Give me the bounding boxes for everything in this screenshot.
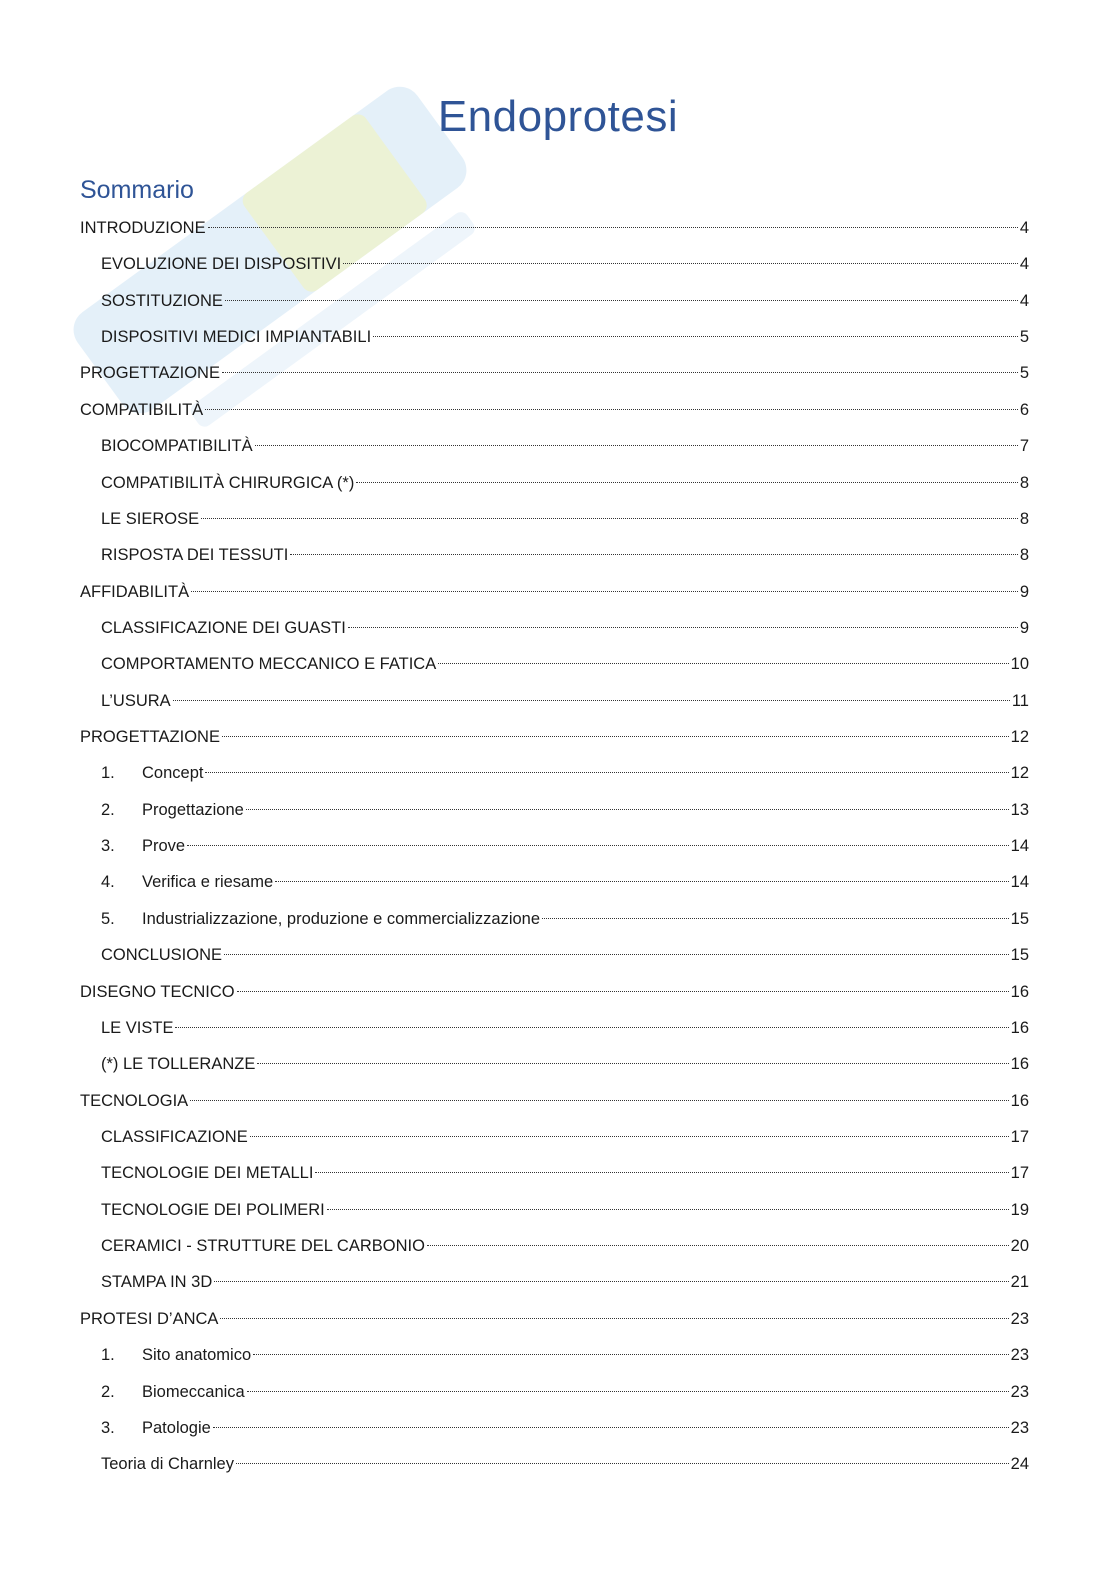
toc-dot-leader [236,1463,1009,1464]
toc-entry-page: 5 [1019,364,1029,383]
toc-entry-title: PROTESI D’ANCA [80,1309,219,1328]
toc-entry-title: LE VISTE [101,1018,174,1037]
toc-entry[interactable] [80,683,1029,719]
toc-entry-title: COMPORTAMENTO MECCANICO E FATICA [101,655,437,674]
toc-entry-page: 12 [1010,728,1029,747]
toc-entry-title: BIOCOMPATIBILITÀ [101,437,253,456]
toc-entry-title: (*) LE TOLLERANZE [101,1055,256,1074]
toc-entry[interactable] [80,1374,1029,1410]
toc-entry-title: LE SIEROSE [101,509,200,528]
toc-entry[interactable] [80,974,1029,1010]
toc-dot-leader [255,445,1018,446]
toc-entry-title: Industrializzazione, produzione e commercializzazione [142,909,541,928]
toc-dot-leader [290,554,1017,555]
toc-entry[interactable] [80,283,1029,319]
toc-entry-title: Biomeccanica [142,1382,245,1401]
toc-entry-page: 9 [1019,582,1029,601]
toc-entry-title: Sito anatomico [142,1346,252,1365]
toc-entry-title: Prove [142,837,186,856]
document-title: Endoprotesi [437,92,679,141]
toc-entry-title: CLASSIFICAZIONE [101,1127,248,1146]
toc-dot-leader [253,1354,1008,1355]
toc-dot-leader [208,227,1018,228]
toc-dot-leader [343,263,1018,264]
toc-entry-number: 5. [101,909,115,928]
toc-entry[interactable] [80,428,1029,464]
toc-entry[interactable] [80,1083,1029,1119]
toc-entry-title: RISPOSTA DEI TESSUTI [101,546,289,565]
toc-entry-page: 8 [1019,546,1029,565]
toc-entry-page: 16 [1010,1018,1029,1037]
toc-entry[interactable] [80,719,1029,755]
toc-entry-number: 2. [101,800,115,819]
toc-entry-title: STAMPA IN 3D [101,1273,213,1292]
toc-entry-title: CLASSIFICAZIONE DEI GUASTI [101,618,346,637]
toc-entry-page: 21 [1010,1273,1029,1292]
toc-entry-title: COMPATIBILITÀ CHIRURGICA (*) [101,473,355,492]
toc-entry[interactable] [80,465,1029,501]
toc-entry-page: 13 [1010,800,1029,819]
toc-entry[interactable] [80,1410,1029,1446]
toc-entry-number: 1. [101,764,115,783]
toc-heading: Sommario [80,176,194,204]
toc-entry-page: 23 [1010,1309,1029,1328]
toc-entry-page: 7 [1019,437,1029,456]
toc-dot-leader [222,372,1018,373]
toc-dot-leader [356,482,1017,483]
toc-entry-title: SOSTITUZIONE [101,291,223,310]
toc-entry-number: 2. [101,1382,115,1401]
toc-entry-page: 4 [1019,255,1029,274]
toc-entry[interactable] [80,1228,1029,1264]
toc-dot-leader [542,918,1009,919]
toc-entry[interactable] [80,828,1029,864]
toc-entry-page: 5 [1019,328,1029,347]
toc-dot-leader [205,409,1018,410]
toc-dot-leader [237,991,1009,992]
toc-entry-page: 4 [1019,291,1029,310]
toc-entry-page: 16 [1010,1091,1029,1110]
toc-entry-title: DISPOSITIVI MEDICI IMPIANTABILI [101,328,372,347]
toc-dot-leader [257,1063,1008,1064]
toc-dot-leader [348,627,1018,628]
toc-entry[interactable] [80,1155,1029,1191]
toc-entry-page: 23 [1010,1382,1029,1401]
toc-dot-leader [246,809,1009,810]
toc-dot-leader [190,1100,1008,1101]
toc-entry[interactable] [80,246,1029,282]
toc-entry-title: AFFIDABILITÀ [80,582,190,601]
toc-entry-title: COMPATIBILITÀ [80,400,204,419]
toc-entry[interactable] [80,1264,1029,1300]
toc-entry-title: CONCLUSIONE [101,946,223,965]
toc-entry[interactable] [80,864,1029,900]
toc-entry-number: 3. [101,837,115,856]
toc-entry-title: Progettazione [142,800,244,819]
toc-entry[interactable] [80,1010,1029,1046]
toc-dot-leader [247,1391,1009,1392]
toc-entry-title: TECNOLOGIA [80,1091,189,1110]
toc-entry-page: 8 [1019,509,1029,528]
toc-entry-number: 4. [101,873,115,892]
toc-entry[interactable] [80,646,1029,682]
toc-entry-page: 23 [1010,1346,1029,1365]
toc-entry-page: 17 [1010,1164,1029,1183]
toc-entry-page: 10 [1010,655,1029,674]
toc-dot-leader [373,336,1018,337]
toc-dot-leader [327,1209,1009,1210]
toc-entry-title: PROGETTAZIONE [80,728,220,747]
toc-dot-leader [225,300,1018,301]
toc-entry-page: 4 [1019,219,1029,237]
toc-dot-leader [205,772,1008,773]
toc-entry[interactable] [80,1046,1029,1082]
toc-dot-leader [222,736,1009,737]
toc-entry[interactable] [80,1119,1029,1155]
toc-entry-page: 19 [1010,1200,1029,1219]
toc-entry-number: 1. [101,1346,115,1365]
toc-entry-page: 11 [1011,691,1029,710]
toc-entry[interactable] [80,1301,1029,1337]
toc-entry[interactable] [80,792,1029,828]
toc-dot-leader [250,1136,1009,1137]
toc-entry-page: 6 [1019,400,1029,419]
toc-entry-page: 8 [1019,473,1029,492]
table-of-contents [80,210,1029,1483]
toc-entry[interactable] [80,937,1029,973]
toc-entry-number: 3. [101,1418,115,1437]
toc-dot-leader [275,881,1009,882]
toc-dot-leader [438,663,1008,664]
toc-entry[interactable] [80,1192,1029,1228]
toc-entry-title: L’USURA [101,691,171,710]
toc-entry[interactable] [80,901,1029,937]
toc-entry-title: Verifica e riesame [142,873,274,892]
toc-entry-page: 14 [1010,873,1029,892]
toc-dot-leader [173,700,1010,701]
toc-entry-title: TECNOLOGIE DEI POLIMERI [101,1200,325,1219]
toc-dot-leader [187,845,1009,846]
toc-entry-page: 24 [1010,1455,1029,1474]
toc-entry[interactable] [80,1337,1029,1373]
toc-entry-page: 16 [1010,982,1029,1001]
toc-entry[interactable] [80,392,1029,428]
toc-entry-title: Teoria di Charnley [101,1455,234,1474]
toc-entry-title: EVOLUZIONE DEI DISPOSITIVI [101,255,342,274]
toc-entry[interactable] [80,755,1029,791]
toc-entry-title: DISEGNO TECNICO [80,982,235,1001]
toc-dot-leader [224,954,1009,955]
toc-entry-page: 15 [1010,946,1029,965]
toc-entry-title: Patologie [142,1418,211,1437]
toc-dot-leader [213,1427,1009,1428]
toc-entry-page: 23 [1010,1418,1029,1437]
toc-entry-page: 9 [1019,618,1029,637]
toc-entry[interactable] [80,610,1029,646]
toc-dot-leader [214,1281,1008,1282]
toc-dot-leader [315,1172,1008,1173]
toc-dot-leader [220,1318,1008,1319]
toc-entry-title: Concept [142,764,204,783]
toc-entry-page: 14 [1010,837,1029,856]
toc-entry[interactable] [80,1446,1029,1482]
toc-dot-leader [191,591,1018,592]
toc-entry[interactable] [80,574,1029,610]
toc-entry-page: 12 [1010,764,1029,783]
toc-entry-title: CERAMICI - STRUTTURE DEL CARBONIO [101,1237,425,1256]
toc-entry-page: 15 [1010,909,1029,928]
toc-dot-leader [201,518,1018,519]
toc-entry[interactable] [80,355,1029,391]
toc-entry[interactable] [80,501,1029,537]
toc-entry-page: 17 [1010,1127,1029,1146]
toc-entry-title: PROGETTAZIONE [80,364,220,383]
toc-dot-leader [175,1027,1008,1028]
toc-entry-title: TECNOLOGIE DEI METALLI [101,1164,314,1183]
toc-entry-title: INTRODUZIONE [80,219,206,237]
toc-entry-page: 16 [1010,1055,1029,1074]
toc-dot-leader [427,1245,1009,1246]
toc-entry-page: 20 [1010,1237,1029,1256]
toc-entry[interactable] [80,537,1029,573]
toc-entry[interactable] [80,210,1029,246]
toc-entry[interactable] [80,319,1029,355]
